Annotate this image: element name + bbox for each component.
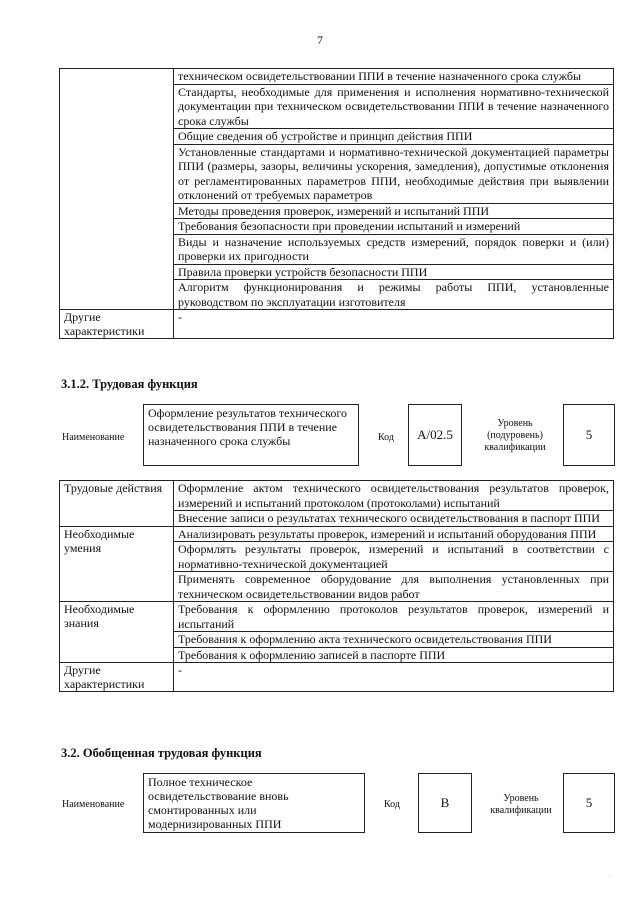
row-item: Правила проверки устройств безопасности ППИ bbox=[174, 264, 614, 280]
generalized-code-value: B bbox=[440, 795, 450, 810]
table-row bbox=[60, 526, 614, 542]
code-value: A/02.5 bbox=[417, 427, 453, 442]
generalized-level-box bbox=[563, 773, 615, 833]
generalized-code-label: Код bbox=[384, 799, 400, 810]
row-item: Требования безопасности при проведении испытаний и измерений bbox=[174, 219, 614, 235]
table-row bbox=[60, 602, 614, 632]
section-title-3-1-2: 3.1.2. Трудовая функция bbox=[61, 377, 198, 391]
row-item: Оформлять результаты проверок, измерений и испытаний в соответствии с нормативно-технической документацией bbox=[174, 542, 614, 572]
row-item: Оформление актом технического освидетельствования результатов проверок, измерений и испытаний протоколом (протоколами) испытаний bbox=[174, 481, 614, 511]
qualification-level-box bbox=[563, 404, 615, 466]
row-label: Другие характеристики bbox=[60, 310, 174, 339]
row-item: Требования к оформлению записей в паспорте ППИ bbox=[174, 647, 614, 663]
table-row bbox=[60, 481, 614, 511]
row-item: - bbox=[174, 310, 614, 339]
row-item: Стандарты, необходимые для применения и исполнения нормативно-технической документации при техническом освидетельствовании ППИ в течение назначенного срока службы bbox=[174, 84, 614, 129]
page-number: 7 bbox=[317, 33, 323, 47]
function-name-value: Оформление результатов технического освидетельствования ППИ в течение назначенного срока службы bbox=[148, 406, 348, 448]
row-item: техническом освидетельствовании ППИ в течение назначенного срока службы bbox=[174, 69, 614, 85]
code-box bbox=[408, 404, 462, 466]
row-item: Методы проведения проверок, измерений и испытаний ППИ bbox=[174, 203, 614, 219]
scan-speck: · bbox=[608, 872, 611, 881]
row-item: Алгоритм функционирования и режимы работы ППИ, установленные руководством по эксплуатации изготовителя bbox=[174, 280, 614, 310]
generalized-code-box bbox=[418, 773, 472, 833]
knowledge-table-continued bbox=[59, 68, 614, 339]
labor-function-table bbox=[59, 480, 614, 692]
generalized-function-name-value: Полное техническое освидетельствование вновь смонтированных или модернизированных ППИ bbox=[148, 775, 289, 831]
row-item: Анализировать результаты проверок, измерений и испытаний оборудования ППИ bbox=[174, 526, 614, 542]
generalized-name-label: Наименование bbox=[62, 799, 125, 810]
generalized-function-name-box bbox=[143, 773, 365, 833]
row-label: Необходимые знания bbox=[60, 602, 174, 663]
row-label: Другие характеристики bbox=[60, 663, 174, 692]
row-item: Требования к оформлению акта технического освидетельствования ППИ bbox=[174, 632, 614, 648]
row-item: Установленные стандартами и нормативно-технической документацией параметры ППИ (размеры, зазоры, величины ускорения, замедления), допустимые отклонения от регламентированных параметров ППИ, необходимые действия при выявлении отклонений от требуемых параметров bbox=[174, 144, 614, 203]
row-item: Внесение записи о результатах технического освидетельствования в паспорт ППИ bbox=[174, 511, 614, 527]
generalized-level-value: 5 bbox=[585, 795, 593, 810]
table-row bbox=[60, 69, 614, 85]
table-row bbox=[60, 663, 614, 692]
section-title-3-2: 3.2. Обобщенная трудовая функция bbox=[61, 746, 262, 760]
row-label: Необходимые умения bbox=[60, 526, 174, 602]
row-item: Применять современное оборудование для выполнения установленных при техническом освидетельствовании видов работ bbox=[174, 572, 614, 602]
qualification-level-label: Уровень (подуровень) квалификации bbox=[484, 418, 546, 453]
row-item: - bbox=[174, 663, 614, 692]
generalized-level-label: Уровень квалификации bbox=[490, 793, 552, 816]
row-label: Трудовые действия bbox=[60, 481, 174, 527]
row-label bbox=[60, 69, 174, 310]
row-item: Требования к оформлению протоколов результатов проверок, измерений и испытаний bbox=[174, 602, 614, 632]
code-label: Код bbox=[378, 432, 394, 443]
row-item: Общие сведения об устройстве и принцип действия ППИ bbox=[174, 129, 614, 145]
qualification-level-value: 5 bbox=[585, 427, 593, 442]
table-row bbox=[60, 310, 614, 339]
row-item: Виды и назначение используемых средств измерений, порядок поверки и (или) проверки их пригодности bbox=[174, 234, 614, 264]
function-name-box bbox=[143, 404, 359, 466]
name-label: Наименование bbox=[62, 432, 125, 443]
